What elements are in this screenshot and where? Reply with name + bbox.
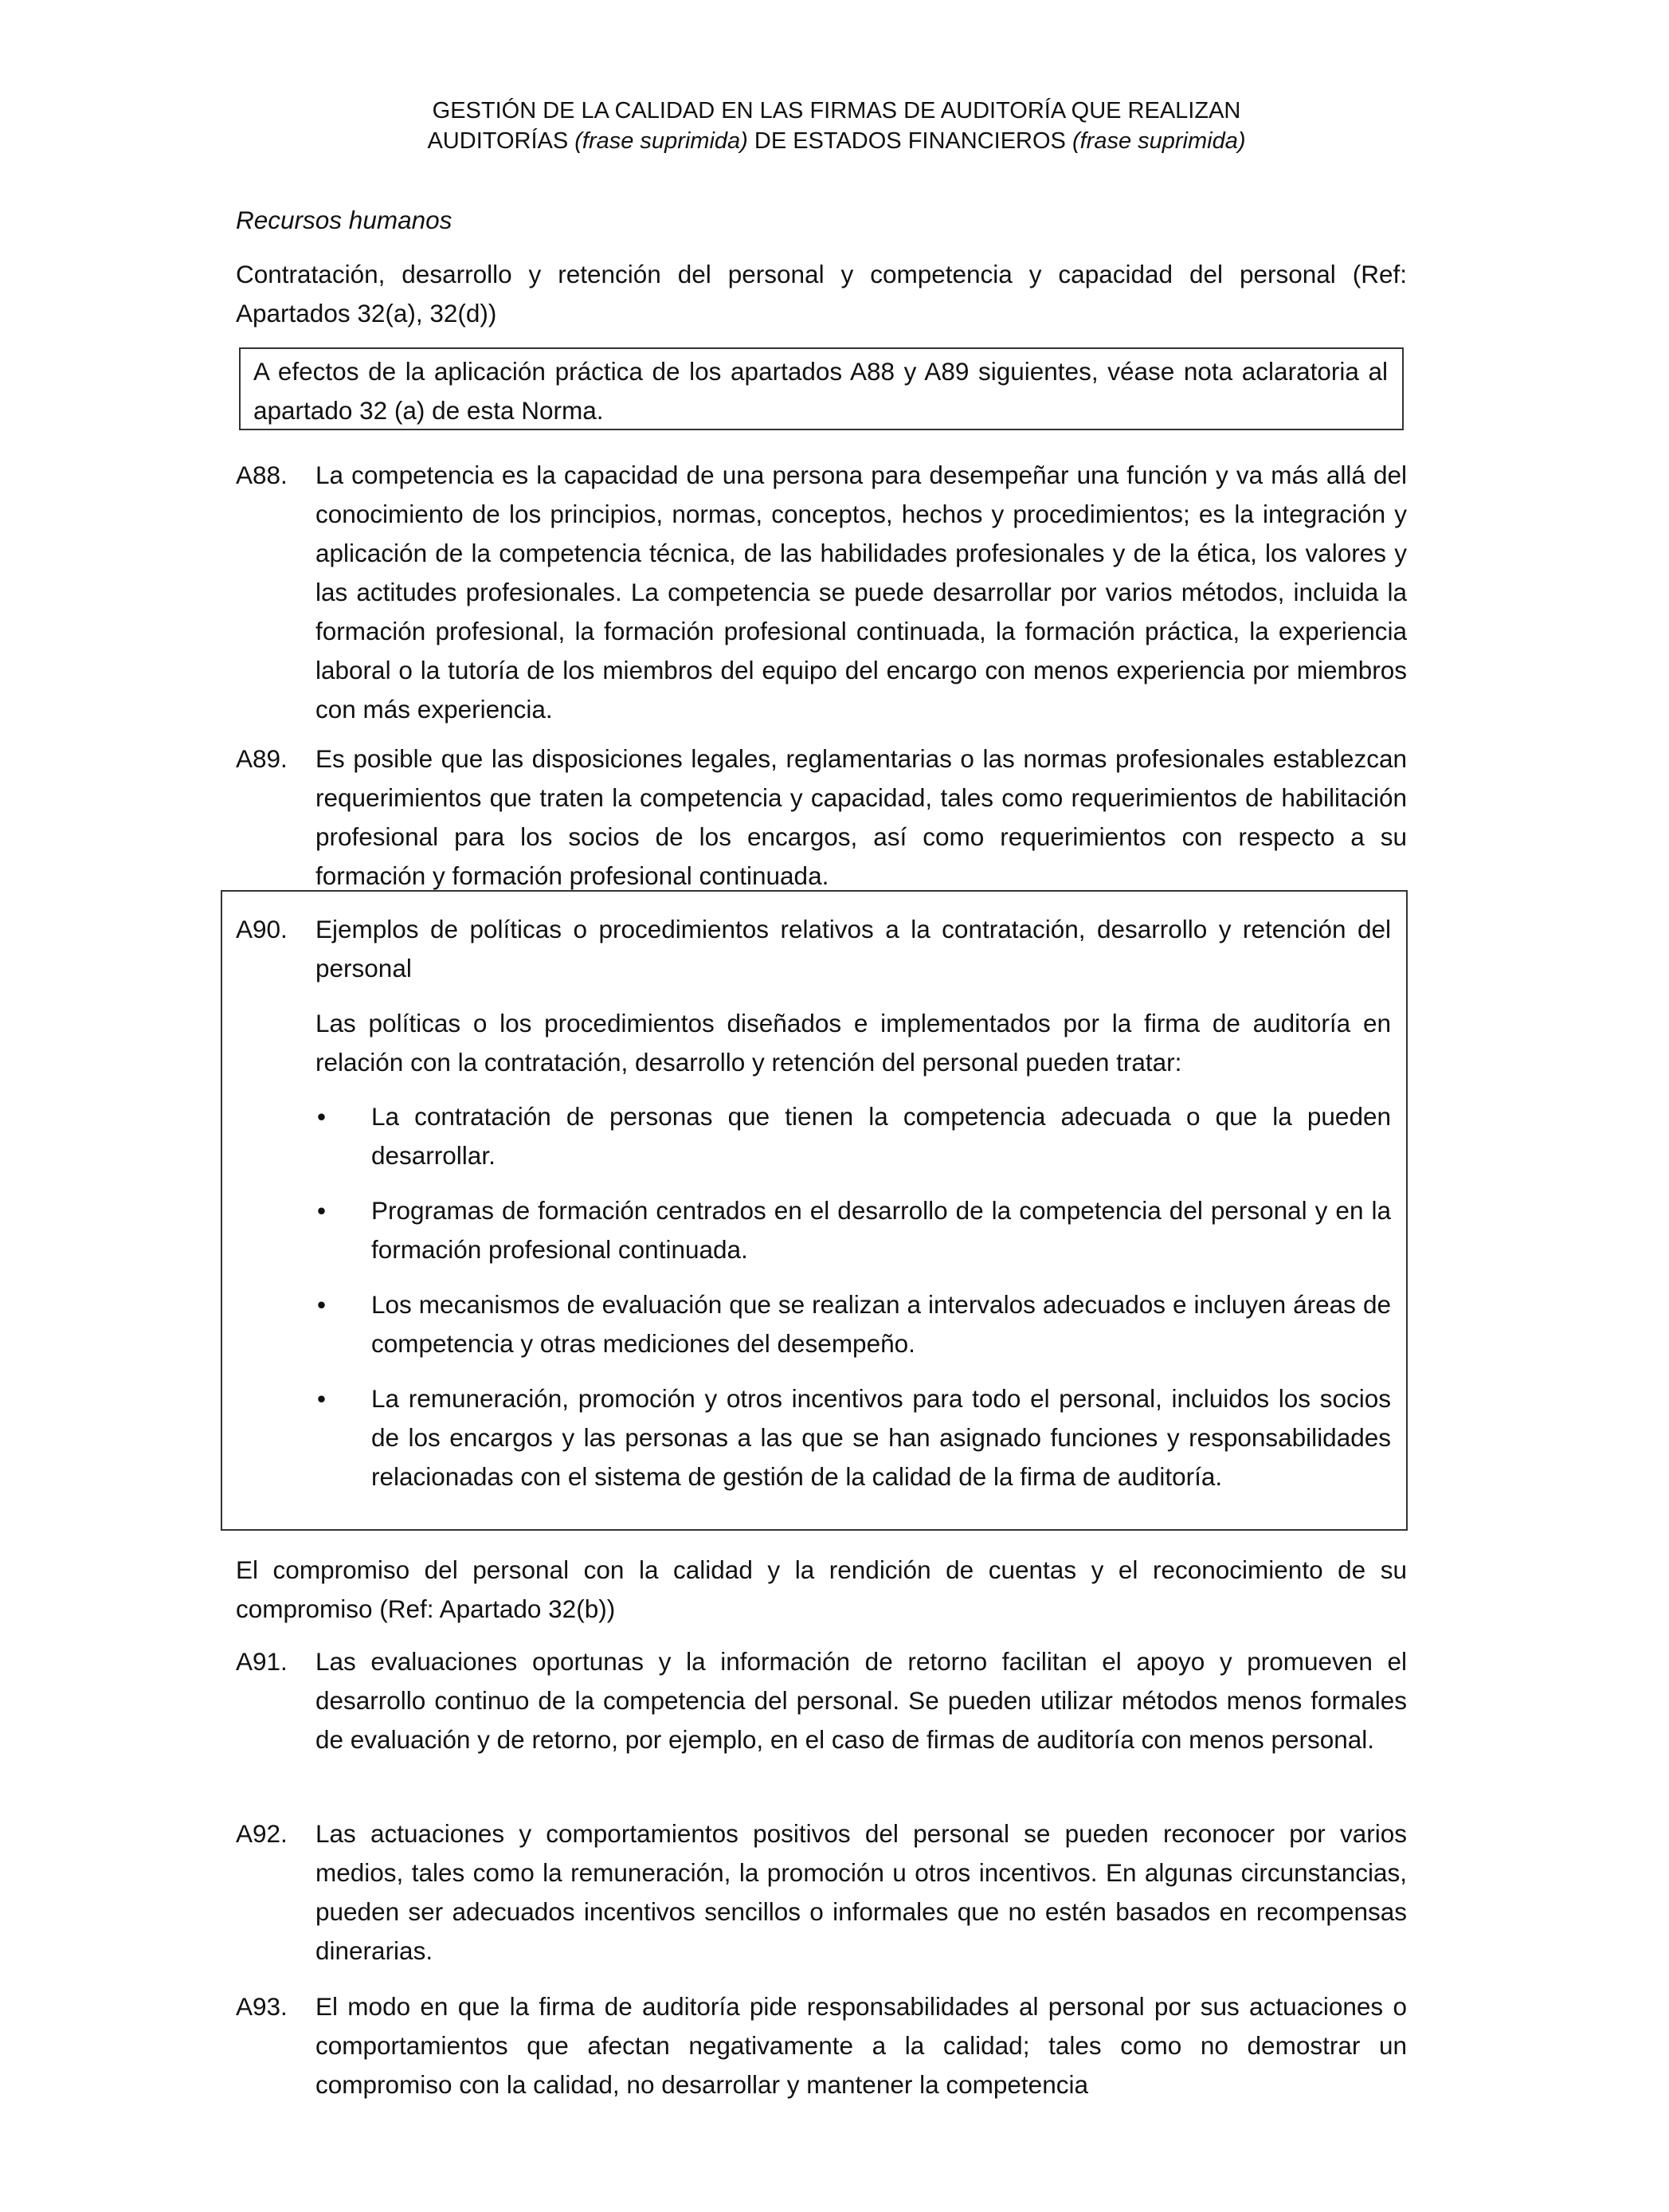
note-box-text: A efectos de la aplicación práctica de los apartados A88 y A89 siguientes, véase nota aclaratoria al apartado 32 (a) de esta Norma. — [253, 357, 1388, 425]
header-line-1: GESTIÓN DE LA CALIDAD EN LAS FIRMAS DE AUDITORÍA QUE REALIZAN — [432, 98, 1241, 124]
page-header — [159, 96, 1514, 156]
paragraph-label-a88: A88. — [236, 461, 288, 489]
paragraph-label-a92: A92. — [236, 1819, 288, 1848]
bullet-item: La contratación de personas que tienen la competencia adecuada o que la pueden desarrollar. — [371, 1102, 1391, 1170]
paragraph-a91: Las evaluaciones oportunas y la información de retorno facilitan el apoyo y promueven el desarrollo continuo de la competencia del personal. Se pueden utilizar métodos menos formales de evaluación y de retorno, por ejemplo, en el caso de firmas de auditoría con menos personal. — [315, 1647, 1407, 1754]
paragraph-a88: La competencia es la capacidad de una persona para desempeñar una función y va más allá del conocimiento de los principios, normas, conceptos, hechos y procedimientos; es la integración y aplicación de la competencia técnica, de las habilidades profesionales y de la ética, los valores y las actitudes profesionales. La competencia se puede desarrollar por varios métodos, incluida la formación profesional, la formación profesional continuada, la formación práctica, la experiencia laboral o la tutoría de los miembros del equipo del encargo con menos experiencia por miembros con más experiencia. — [315, 461, 1407, 724]
paragraph-label-a91: A91. — [236, 1647, 288, 1676]
paragraph-label-a89: A89. — [236, 744, 288, 773]
bullet-item: La remuneración, promoción y otros incentivos para todo el personal, incluidos los socios de los encargos y las personas a las que se han asignado funciones y responsabilidades relacionadas con el sistema de gestión de la calidad de la firma de auditoría. — [371, 1384, 1391, 1491]
subheading-contratacion: Contratación, desarrollo y retención del personal y competencia y capacidad del personal (Ref: Apartados 32(a), 32(d)) — [236, 260, 1407, 327]
paragraph-label-a90: A90. — [236, 915, 288, 943]
section-title: Recursos humanos — [236, 206, 453, 234]
paragraph-a92: Las actuaciones y comportamientos positivos del personal se pueden reconocer por varios medios, tales como la remuneración, la promoción u otros incentivos. En algunas circunstancias, pueden ser adecuados incentivos sencillos o informales que no estén basados en recompensas dinerarias. — [315, 1819, 1407, 1965]
paragraph-label-a93: A93. — [236, 1992, 288, 2021]
header-italic: (frase suprimida) — [574, 128, 748, 154]
subheading-compromiso: El compromiso del personal con la calidad y la rendición de cuentas y el reconocimiento de su compromiso (Ref: Apartado 32(b)) — [236, 1555, 1407, 1623]
bullet-marker: • — [317, 1196, 327, 1225]
paragraph-a90-intro: Las políticas o los procedimientos diseñados e implementados por la firma de auditoría en relación con la contratación, desarrollo y retención del personal pueden tratar: — [315, 1009, 1391, 1077]
bullet-marker: • — [317, 1290, 327, 1319]
paragraph-a90-title: Ejemplos de políticas o procedimientos relativos a la contratación, desarrollo y retención del personal — [315, 915, 1391, 982]
header-text: AUDITORÍAS — [427, 128, 575, 154]
paragraph-a93: El modo en que la firma de auditoría pide responsabilidades al personal por sus actuaciones o comportamientos que afectan negativamente a la calidad; tales como no demostrar un compromiso con la calidad, no desarrollar y mantener la competencia — [315, 1992, 1407, 2099]
header-line-2 — [159, 126, 1514, 156]
bullet-item: Programas de formación centrados en el desarrollo de la competencia del personal y en la formación profesional continuada. — [371, 1196, 1391, 1264]
paragraph-a89: Es posible que las disposiciones legales, reglamentarias o las normas profesionales establezcan requerimientos que traten la competencia y capacidad, tales como requerimientos de habilitación profesional para los socios de los encargos, así como requerimientos con respecto a su formación y formación profesional continuada. — [315, 744, 1407, 890]
header-italic: (frase suprimida) — [1072, 128, 1246, 154]
bullet-marker: • — [317, 1102, 327, 1131]
bullet-item: Los mecanismos de evaluación que se realizan a intervalos adecuados e incluyen áreas de competencia y otras mediciones del desempeño. — [371, 1290, 1391, 1358]
bullet-marker: • — [317, 1384, 327, 1413]
header-text: DE ESTADOS FINANCIEROS — [747, 128, 1072, 154]
